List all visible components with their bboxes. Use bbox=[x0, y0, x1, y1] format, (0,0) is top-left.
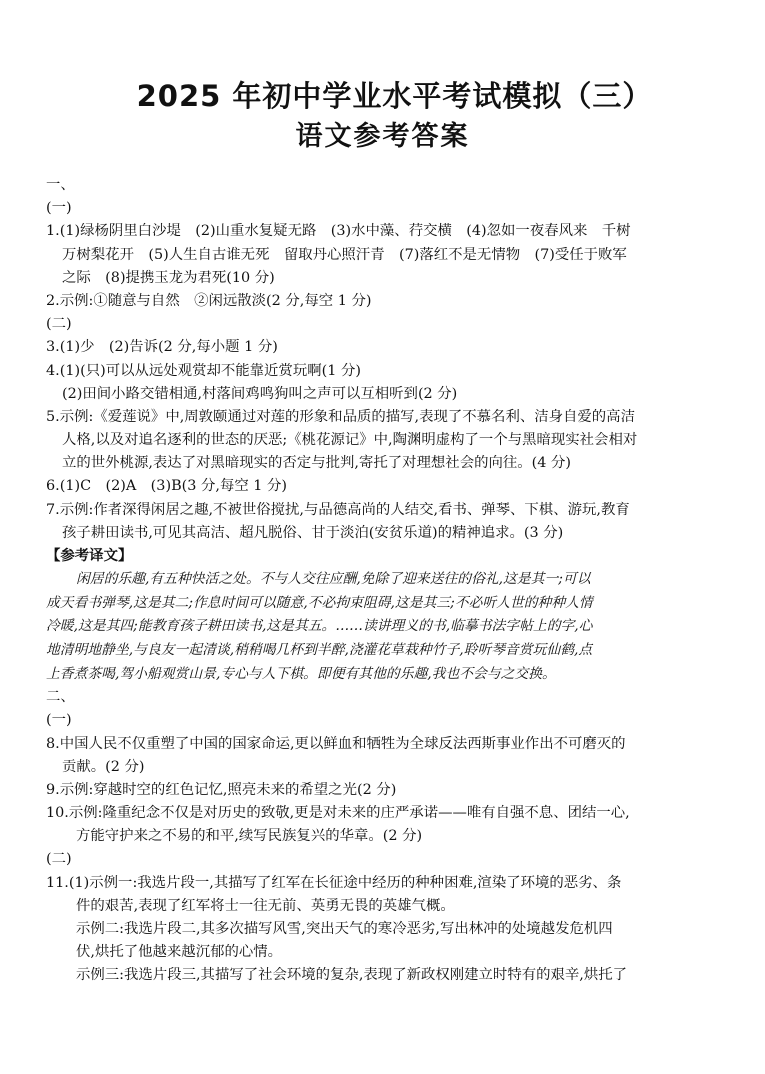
translation-line: 上香煮茶喝,驾小船观赏山景,专心与人下棋。即便有其他的乐趣,我也不会与之交换。 bbox=[46, 665, 556, 682]
answer-line: 5.示例:《爱莲说》中,周敦颐通过对莲的形象和品质的描写,表现了不慕名利、洁身自爱的高洁 bbox=[46, 408, 635, 425]
reference-translation bbox=[46, 568, 736, 686]
answer-line: 7.示例:作者深得闲居之趣,不被世俗搅扰,与品德高尚的人结交,看书、弹琴、下棋、游玩,教育 bbox=[46, 501, 630, 518]
answer-line: 伏,烘托了他越来越沉郁的心情。 bbox=[76, 944, 283, 961]
translation-line: 成天看书弹琴,这是其二;作息时间可以随意,不必拘束阻碍,这是其三;不必听人世的种种人情 bbox=[46, 594, 593, 611]
answer-line: (2)田间小路交错相通,村落间鸡鸣狗叫之声可以互相听到(2 分) bbox=[62, 385, 458, 402]
answer-line: 方能守护来之不易的和平,续写民族复兴的华章。(2 分) bbox=[76, 828, 423, 845]
subsection-heading: (二) bbox=[46, 851, 72, 868]
answer-line: 4.(1)(只)可以从远处观赏却不能靠近赏玩啊(1 分) bbox=[46, 362, 361, 379]
answer-line: 人格,以及对追名逐利的世态的厌恶;《桃花源记》中,陶渊明虚构了一个与黑暗现实社会相对 bbox=[62, 432, 638, 449]
answer-line: 贡献。(2 分) bbox=[62, 758, 145, 775]
answer-line: 8.中国人民不仅重塑了中国的国家命运,更以鲜血和牺牲为全球反法西斯事业作出不可磨灭的 bbox=[46, 735, 626, 752]
translation-line: 冷暖,这是其四;能教育孩子耕田读书,这是其五。……读讲理义的书,临摹书法字帖上的字,心 bbox=[46, 618, 593, 635]
answer-body bbox=[46, 174, 736, 988]
answer-line: 1.(1)绿杨阴里白沙堤 (2)山重水复疑无路 (3)水中藻、荇交横 (4)忽如一夜春风来 千树 bbox=[46, 223, 631, 240]
answer-line: 立的世外桃源,表达了对黑暗现实的否定与批判,寄托了对理想社会的向往。(4 分) bbox=[62, 455, 572, 472]
page-subtitle: 语文参考答案 bbox=[295, 121, 470, 152]
answer-line: 2.示例:①随意与自然 ②闲远散淡(2 分,每空 1 分) bbox=[46, 292, 372, 309]
answer-line: 示例三:我选片段三,其描写了社会环境的复杂,表现了新政权刚建立时特有的艰辛,烘托了 bbox=[76, 967, 628, 984]
answer-line: 孩子耕田读书,可见其高洁、超凡脱俗、甘于淡泊(安贫乐道)的精神追求。(3 分) bbox=[62, 524, 564, 541]
answer-line: 10.示例:隆重纪念不仅是对历史的致敬,更是对未来的庄严承诺——唯有自强不息、团结一心, bbox=[46, 805, 630, 822]
answer-line: 6.(1)C (2)A (3)B(3 分,每空 1 分) bbox=[46, 478, 288, 495]
section-heading: 二、 bbox=[46, 689, 75, 706]
answer-line: 示例二:我选片段二,其多次描写风雪,突出天气的寒冷恶劣,写出林冲的处境越发危机四 bbox=[76, 921, 613, 938]
section-heading: 一、 bbox=[46, 177, 75, 193]
answer-line: 之际 (8)提携玉龙为君死(10 分) bbox=[62, 269, 275, 286]
answer-line: 9.示例:穿越时空的红色记忆,照亮未来的希望之光(2 分) bbox=[46, 781, 397, 798]
subsection-heading: (一) bbox=[46, 712, 72, 729]
reference-translation-heading: 【参考译文】 bbox=[46, 548, 133, 564]
answer-line: 件的艰苦,表现了红军将士一往无前、英勇无畏的英雄气概。 bbox=[76, 897, 455, 914]
page-title: 2025 年初中学业水平考试模拟（三） bbox=[136, 79, 653, 113]
answer-line: 万树梨花开 (5)人生自古谁无死 留取丹心照汗青 (7)落红不是无情物 (7)受任于败军 bbox=[62, 246, 627, 263]
subsection-heading: (一) bbox=[46, 200, 72, 217]
subsection-heading: (二) bbox=[46, 316, 72, 333]
translation-line: 地清明地静坐,与良友一起清谈,稍稍喝几杯到半醉,浇灌花草栽种竹子,聆听琴音赏玩仙鹤,点 bbox=[46, 641, 593, 658]
translation-line: 闲居的乐趣,有五种快活之处。不与人交往应酬,免除了迎来送往的俗礼,这是其一;可以 bbox=[76, 571, 591, 588]
answer-line: 11.(1)示例一:我选片段一,其描写了红军在长征途中经历的种种困难,渲染了环境的恶劣、条 bbox=[46, 874, 622, 891]
answer-line: 3.(1)少 (2)告诉(2 分,每小题 1 分) bbox=[46, 339, 278, 356]
